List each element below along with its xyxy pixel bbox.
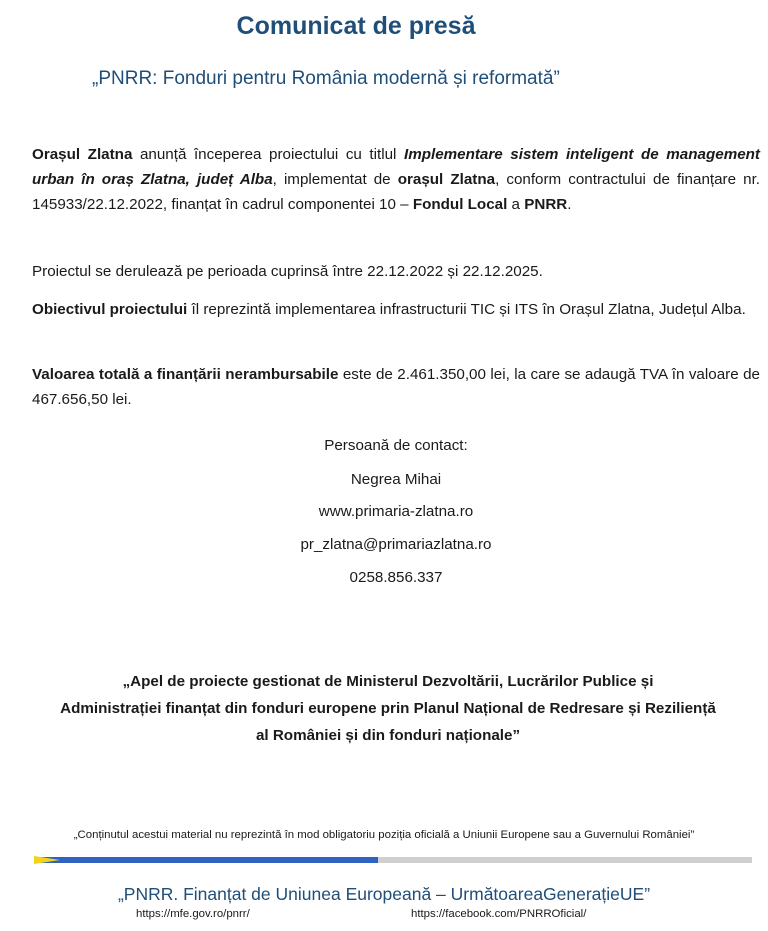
period-paragraph: Proiectul se derulează pe perioada cuprinsă între 22.12.2022 și 22.12.2025. (32, 263, 543, 280)
intro-text-2: , implementat de (272, 171, 398, 188)
intro-text-5: . (567, 196, 572, 213)
footer-divider-bar (34, 856, 752, 864)
funding-appeal (18, 668, 758, 749)
funding-text: este de 2.461.350,00 lei, la care se adaugă TVA în valoare de 467.656,50 lei. (32, 366, 760, 408)
page-subtitle: „PNRR: Fonduri pentru România modernă și reformată” (92, 68, 560, 89)
intro-paragraph (32, 142, 760, 217)
footer-tagline: „PNRR. Finanțat de Uniunea Europeană – UrmătoareaGenerațieUE” (117, 884, 651, 904)
intro-text-1: anunță începerea proiectului cu titlul (132, 146, 404, 163)
objective-label: Obiectivul proiectului (32, 301, 188, 318)
appeal-line-3: al României și din fonduri naționale” (255, 727, 521, 744)
intro-text-3: , conform contractului de finanțare nr. 145933/22.12.2022, finanțat în cadrul componentei 10 – (32, 171, 761, 213)
contact-heading: Persoană de contact: (324, 437, 468, 454)
implementer-name: orașul Zlatna (397, 171, 496, 188)
contact-website-link[interactable]: www.primaria-zlatna.ro (318, 503, 474, 520)
page-title: Comunicat de presă (236, 12, 476, 40)
contact-email-link[interactable]: pr_zlatna@primariazlatna.ro (300, 536, 492, 553)
disclaimer-text: „Conținutul acestui material nu reprezintă în mod obligatoriu poziția oficială a Uniunii Europene sau a Guvernului României” (73, 829, 695, 841)
contact-name: Negrea Mihai (350, 471, 442, 488)
pnrr-label: PNRR (524, 196, 568, 213)
intro-text-4: a (507, 196, 525, 213)
fund-name: Fondul Local (412, 196, 508, 213)
objective-paragraph (32, 297, 760, 322)
funding-label: Valoarea totală a finanțării nerambursabile (32, 366, 339, 383)
city-name: Orașul Zlatna (32, 146, 133, 163)
contact-phone: 0258.856.337 (349, 569, 443, 586)
objective-text: îl reprezintă implementarea infrastructurii TIC și ITS în Orașul Zlatna, Județul Alba. (187, 301, 746, 318)
divider-yellow-arrow-icon (34, 856, 60, 864)
funding-paragraph (32, 362, 760, 412)
facebook-link[interactable]: https://facebook.com/PNRROficial/ (411, 908, 587, 920)
divider-blue-segment (34, 857, 378, 863)
divider-grey-segment (378, 857, 752, 863)
appeal-line-2: Administrației finanțat din fonduri europene prin Planul Național de Redresare și Reziliență (60, 700, 716, 717)
project-title-text: Implementare sistem inteligent de management urban în oraș Zlatna, județ Alba (32, 146, 760, 188)
appeal-line-1: „Apel de proiecte gestionat de Ministerul Dezvoltării, Lucrărilor Publice și (122, 673, 654, 690)
pnrr-website-link[interactable]: https://mfe.gov.ro/pnrr/ (136, 908, 250, 920)
